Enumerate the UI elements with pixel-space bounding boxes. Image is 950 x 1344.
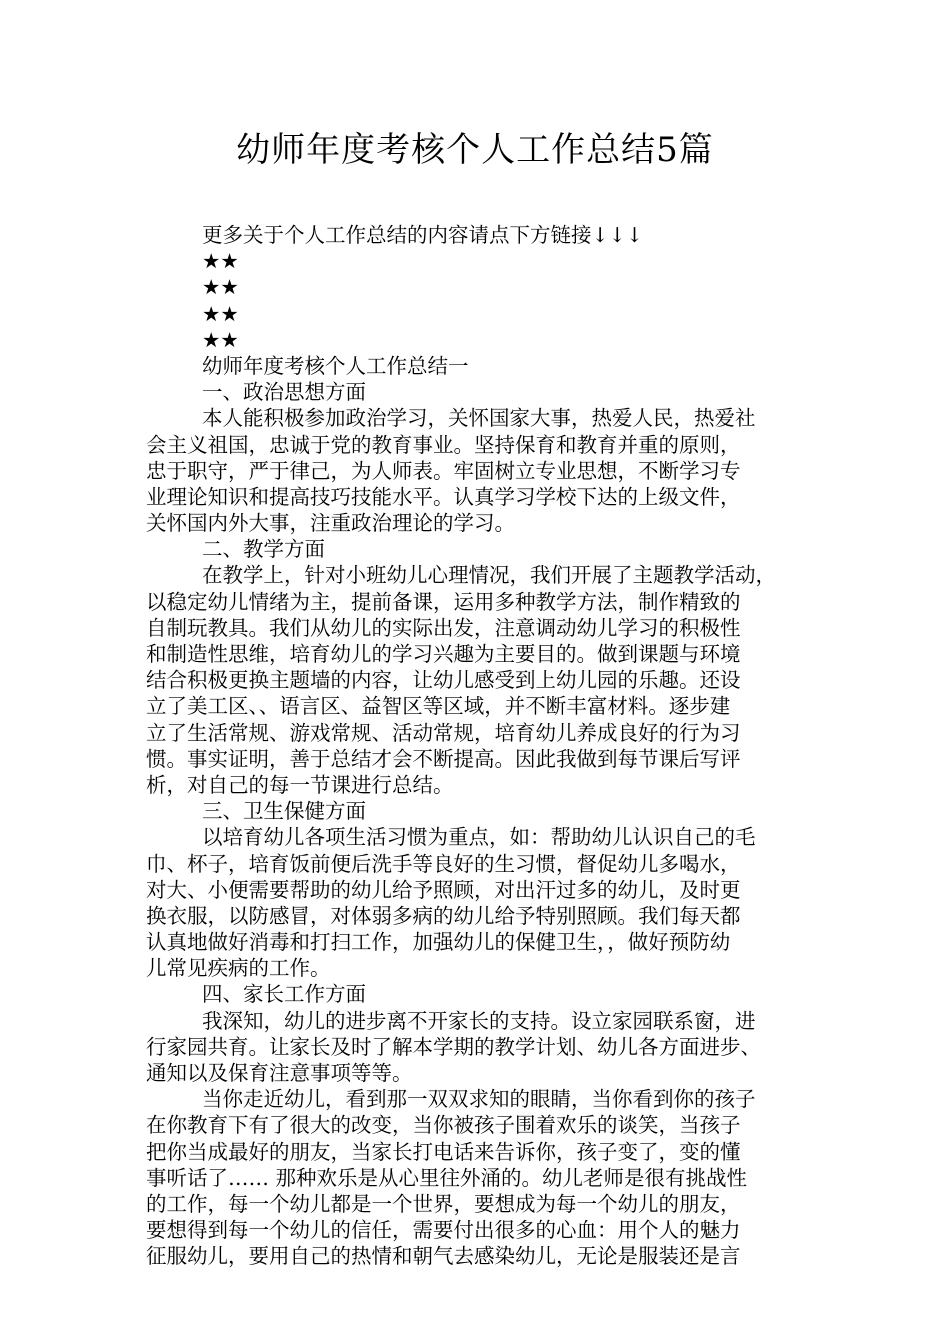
paragraph-line: 以培育幼儿各项生活习惯为重点，如：帮助幼儿认识自己的毛 xyxy=(202,825,756,850)
paragraph-line: 认真地做好消毒和打扫工作，加强幼儿的保健卫生，，做好预防幼 xyxy=(146,930,731,955)
paragraph-line: 关怀国内外大事，注重政治理论的学习。 xyxy=(146,511,515,536)
paragraph-line: 当你走近幼儿，看到那一双双求知的眼睛，当你看到你的孩子 xyxy=(202,1087,756,1112)
paragraph-line: 要想得到每一个幼儿的信任，需要付出很多的心血：用个人的魅力 xyxy=(146,1218,741,1243)
paragraph-line: 儿常见疾病的工作。 xyxy=(146,956,331,981)
stars-line: ★★ xyxy=(202,301,239,326)
paragraph-line: 在你教育下有了很大的改变，当你被孩子围着欢乐的谈笑，当孩子 xyxy=(146,1113,741,1138)
section-heading: 三、卫生保健方面 xyxy=(202,799,366,824)
paragraph-line: 会主义祖国，忠诚于党的教育事业。坚持保育和教育并重的原则， xyxy=(146,432,741,457)
paragraph-line: 立了美工区、、语言区、益智区等区域，并不断丰富材料。逐步建 xyxy=(146,694,731,719)
stars-line: ★★ xyxy=(202,249,239,274)
stars-line: ★★ xyxy=(202,275,239,300)
paragraph-line: 巾、杯子，培育饭前便后洗手等良好的生习惯，督促幼儿多喝水， xyxy=(146,851,741,876)
paragraph-line: 我深知，幼儿的进步离不开家长的支持。设立家园联系窗，进 xyxy=(202,1008,756,1033)
section-heading: 二、教学方面 xyxy=(202,537,325,562)
paragraph-line: 把你当成最好的朋友，当家长打电话来告诉你，孩子变了，变的懂 xyxy=(146,1139,741,1164)
paragraph-line: 事听话了…… 那种欢乐是从心里往外涌的。幼儿老师是很有挑战性 xyxy=(146,1165,748,1190)
paragraph-line: 惯。事实证明，善于总结才会不断提高。因此我做到每节课后写评 xyxy=(146,746,741,771)
paragraph-line: 在教学上，针对小班幼儿心理情况，我们开展了主题教学活动， xyxy=(202,563,776,588)
paragraph-line: 以稳定幼儿情绪为主，提前备课，运用多种教学方法，制作精致的 xyxy=(146,589,741,614)
link-note: 更多关于个人工作总结的内容请点下方链接↓↓↓ xyxy=(202,223,644,247)
paragraph-line: 析，对自己的每一节课进行总结。 xyxy=(146,772,454,797)
section-heading: 四、家长工作方面 xyxy=(202,982,366,1007)
sections-container xyxy=(146,379,826,1269)
paragraph-line: 征服幼儿，要用自己的热情和朝气去感染幼儿，无论是服装还是言 xyxy=(146,1244,741,1269)
paragraph-line: 业理论知识和提高技巧技能水平。认真学习学校下达的上级文件， xyxy=(146,484,741,509)
document-subtitle: 幼师年度考核个人工作总结一 xyxy=(202,353,469,378)
document-body xyxy=(146,222,826,1270)
paragraph-line: 立了生活常规、游戏常规、活动常规，培育幼儿养成良好的行为习 xyxy=(146,720,741,745)
paragraph-line: 自制玩教具。我们从幼儿的实际出发，注意调动幼儿学习的积极性 xyxy=(146,615,741,640)
document-title: 幼师年度考核个人工作总结5篇 xyxy=(236,130,714,170)
paragraph-line: 换衣服，以防感冒，对体弱多病的幼儿给予特别照顾。我们每天都 xyxy=(146,903,741,928)
paragraph-line: 行家园共育。让家长及时了解本学期的教学计划、幼儿各方面进步、 xyxy=(146,1034,761,1059)
section-heading: 一、政治思想方面 xyxy=(202,380,366,405)
paragraph-line: 和制造性思维，培育幼儿的学习兴趣为主要目的。做到课题与环境 xyxy=(146,642,741,666)
paragraph-line: 对大、小便需要帮助的幼儿给予照顾，对出汗过多的幼儿，及时更 xyxy=(146,877,741,902)
paragraph-line: 忠于职守，严于律己，为人师表。牢固树立专业思想，不断学习专 xyxy=(146,458,741,483)
paragraph-line: 通知以及保育注意事项等等。 xyxy=(146,1061,413,1085)
paragraph-line: 的工作，每一个幼儿都是一个世界，要想成为每一个幼儿的朋友， xyxy=(146,1191,741,1216)
stars-line: ★★ xyxy=(202,327,239,352)
paragraph-line: 结合积极更换主题墙的内容，让幼儿感受到上幼儿园的乐趣。还设 xyxy=(146,668,741,693)
paragraph-line: 本人能积极参加政治学习，关怀国家大事，热爱人民，热爱社 xyxy=(202,406,756,431)
